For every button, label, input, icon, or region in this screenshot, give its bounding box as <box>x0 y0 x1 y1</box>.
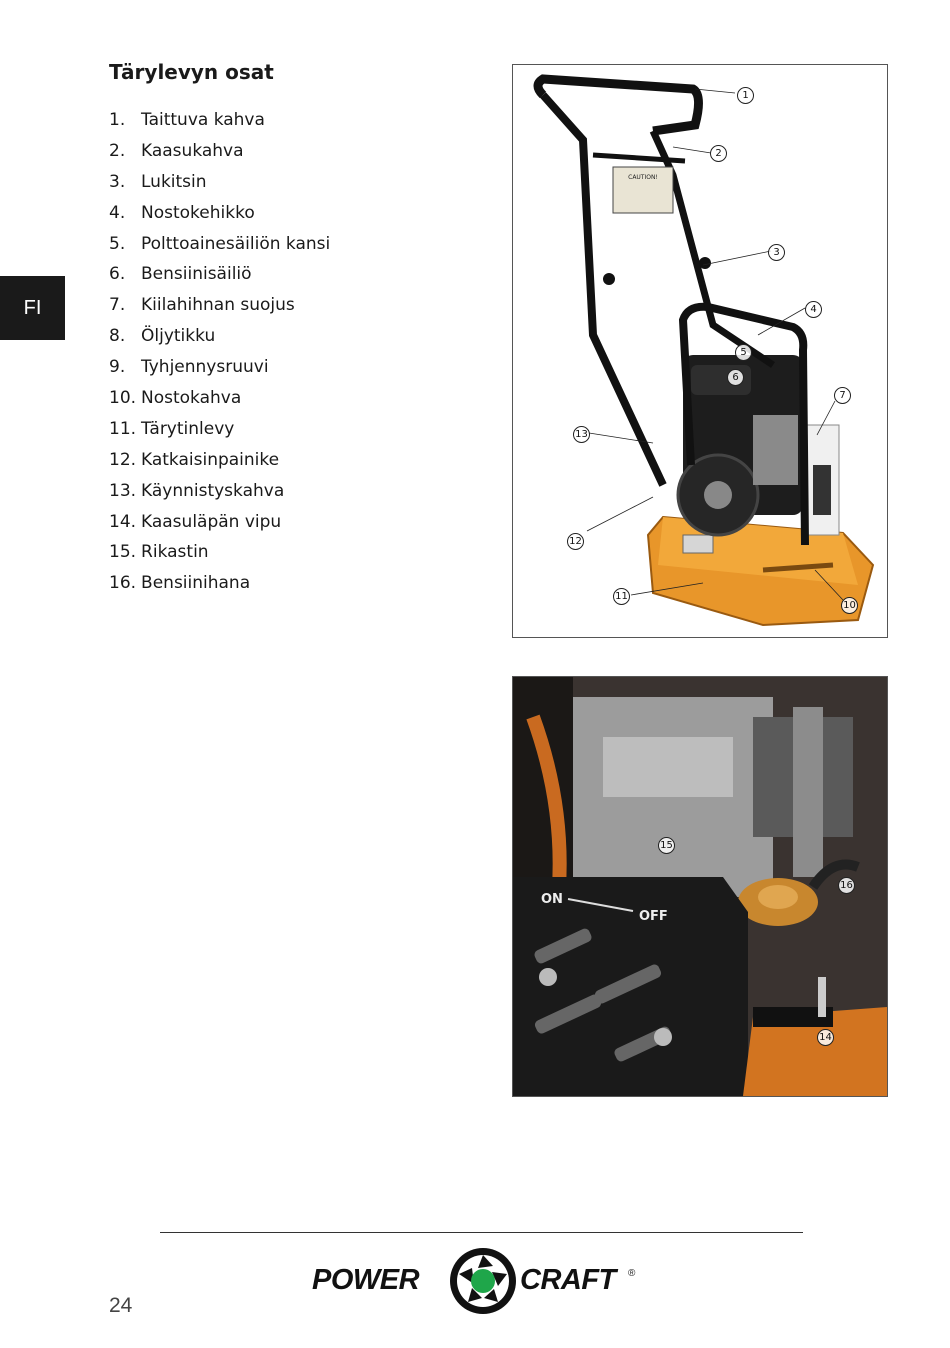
item-label: Taittuva kahva <box>141 110 265 130</box>
item-number: 1. <box>109 110 126 130</box>
list-item <box>109 260 330 291</box>
powercraft-logo <box>312 1246 640 1316</box>
parts-list <box>109 106 330 600</box>
item-label: Polttoainesäiliön kansi <box>141 233 331 254</box>
list-item <box>109 322 330 353</box>
callout-13: 13 <box>573 426 590 443</box>
callout-10: 10 <box>841 597 858 614</box>
logo-aperture-icon <box>448 1246 518 1316</box>
switch-off-label: OFF <box>639 909 668 924</box>
item-number: 15. <box>109 542 137 563</box>
list-item <box>109 508 330 539</box>
callout-1: 1 <box>737 87 754 104</box>
item-number: 5. <box>109 233 126 254</box>
compactor-illustration <box>513 65 887 637</box>
callout-4: 4 <box>805 301 822 318</box>
item-number: 11. <box>109 418 137 439</box>
list-item <box>109 106 330 137</box>
list-item <box>109 569 330 600</box>
item-label: Bensiinihana <box>141 573 251 594</box>
item-number: 2. <box>109 140 126 161</box>
callout-12: 12 <box>567 533 584 550</box>
item-number: 8. <box>109 326 126 347</box>
list-item <box>109 384 330 415</box>
callout-3: 3 <box>768 244 785 261</box>
page-title: Tärylevyn osat <box>109 60 274 84</box>
item-label: Lukitsin <box>141 171 207 192</box>
item-label: Nostokehikko <box>141 202 255 223</box>
compactor-photo <box>512 64 888 638</box>
item-label: Tärytinlevy <box>141 418 235 439</box>
list-item <box>109 168 330 199</box>
callout-2: 2 <box>710 145 727 162</box>
list-item <box>109 353 330 384</box>
item-number: 6. <box>109 264 126 285</box>
list-item <box>109 291 330 322</box>
item-number: 16. <box>109 573 137 594</box>
list-item <box>109 415 330 446</box>
list-item <box>109 137 330 168</box>
callout-16: 16 <box>838 877 855 894</box>
item-number: 13. <box>109 480 137 501</box>
item-label: Käynnistyskahva <box>141 480 285 501</box>
logo-word-right: CRAFT <box>520 1264 616 1296</box>
logo-word-left: POWER <box>312 1264 420 1296</box>
item-number: 10. <box>109 388 137 409</box>
item-number: 9. <box>109 357 126 378</box>
list-item <box>109 446 330 477</box>
callout-15: 15 <box>658 837 675 854</box>
callout-7: 7 <box>834 387 851 404</box>
item-label: Tyhjennysruuvi <box>141 357 269 378</box>
item-number: 3. <box>109 171 126 192</box>
registered-mark: ® <box>628 1268 636 1279</box>
callout-6: 6 <box>727 369 744 386</box>
list-item <box>109 477 330 508</box>
item-number: 12. <box>109 449 137 470</box>
caution-label: CAUTION! <box>628 174 658 181</box>
item-label: Bensiinisäiliö <box>141 264 252 285</box>
item-label: Katkaisinpainike <box>141 449 280 470</box>
callout-14: 14 <box>817 1029 834 1046</box>
item-number: 7. <box>109 295 126 316</box>
callout-11: 11 <box>613 588 630 605</box>
item-label: Nostokahva <box>141 388 242 409</box>
list-item <box>109 538 330 569</box>
callout-5: 5 <box>735 344 752 361</box>
item-label: Kaasuläpän vipu <box>141 511 282 532</box>
engine-closeup-photo <box>512 676 888 1097</box>
switch-on-label: ON <box>541 892 563 907</box>
footer-divider <box>160 1232 803 1233</box>
item-label: Kiilahihnan suojus <box>141 295 295 316</box>
item-number: 4. <box>109 202 126 223</box>
item-label: Rikastin <box>141 542 209 563</box>
list-item <box>109 230 330 261</box>
item-label: Öljytikku <box>141 326 216 347</box>
item-label: Kaasukahva <box>141 140 244 161</box>
page-number: 24 <box>109 1294 133 1317</box>
language-tab: FI <box>0 276 65 340</box>
item-number: 14. <box>109 511 137 532</box>
list-item <box>109 199 330 230</box>
